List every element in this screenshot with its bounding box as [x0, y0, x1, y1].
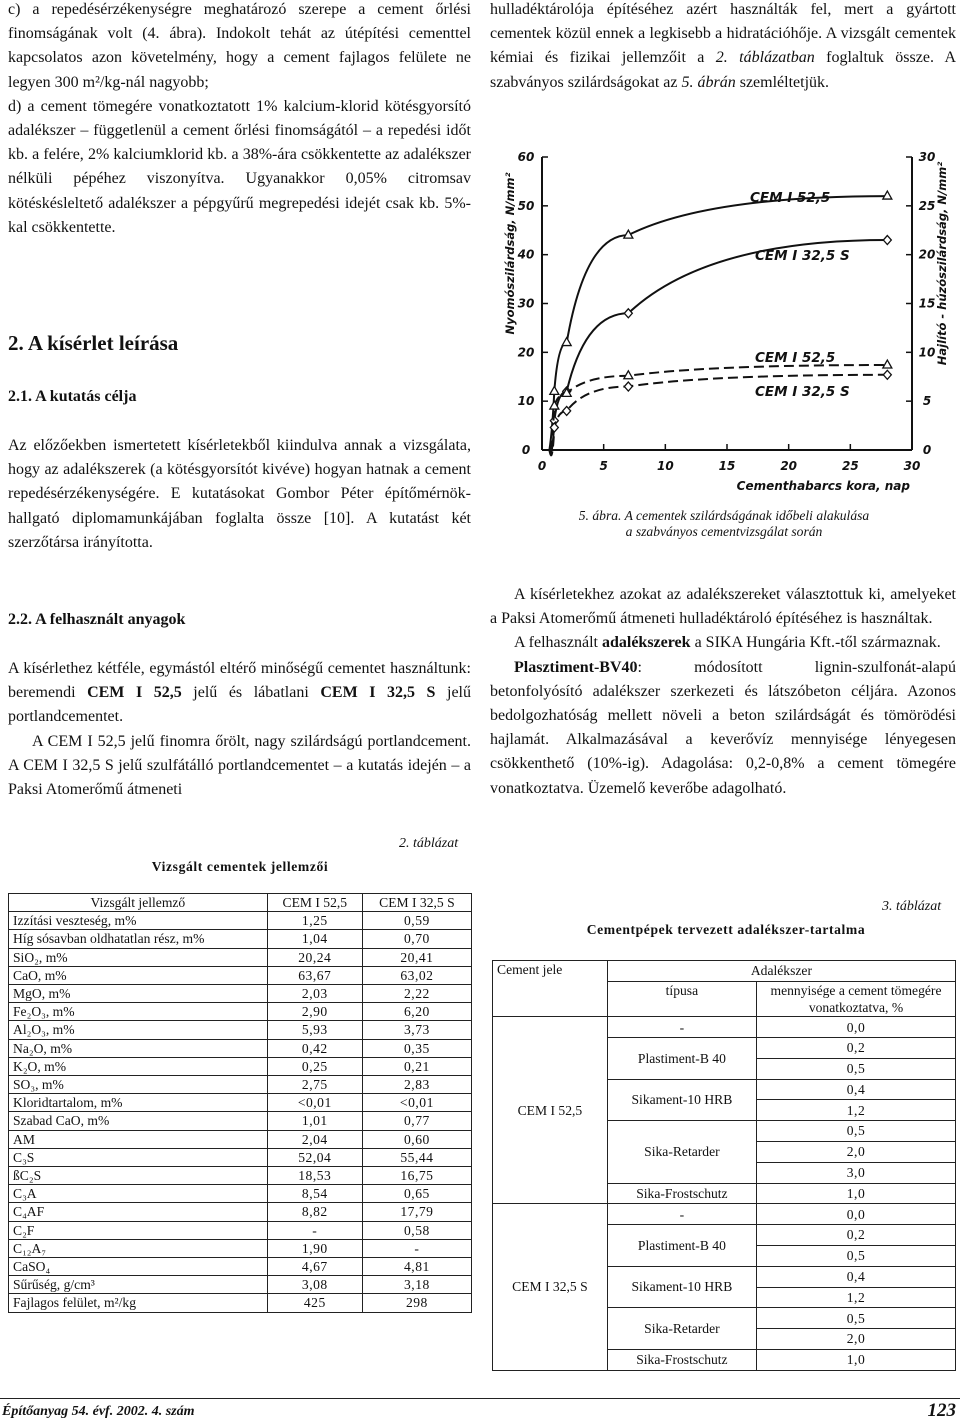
y-axis-label-right: Hajlító - húzószilárdság, N/mm²: [935, 161, 949, 366]
data-point-triangle: [550, 386, 559, 394]
table3-cell-amount: 0,5: [757, 1308, 956, 1329]
table2-cell-property: Na₂O, m%: [9, 1039, 268, 1057]
table3-cell-type: Sika-Frostschutz: [607, 1349, 756, 1370]
materials-text-a: A kísérlethez kétféle, egymástól eltérő minőségű cementet használtunk: beremendi: [8, 660, 471, 702]
materials-paragraph-1: [8, 657, 471, 730]
table3-header-type: típusa: [607, 981, 756, 1016]
table3-cell-type: Sika-Frostschutz: [607, 1183, 756, 1204]
y-right-tick-label: 10: [918, 345, 936, 360]
table2-cell-property: C₃A: [9, 1185, 268, 1203]
table2-cell-value: 2,04: [267, 1130, 362, 1148]
figure-caption-line-1: 5. ábra. A cementek szilárdságának időbeli alakulása: [578, 508, 870, 523]
y-right-tick-label: 15: [918, 296, 936, 311]
table3-cell-type: Sika-Retarder: [607, 1308, 756, 1350]
table2-cell-value: 55,44: [362, 1148, 471, 1166]
table3-header-cement: Cement jele: [493, 961, 608, 1017]
table3-cell-amount: 1,2: [757, 1100, 956, 1121]
right-p2-bold: adalékszerek: [601, 634, 691, 652]
table3-cell-type: Sika-Retarder: [607, 1121, 756, 1183]
table2-cell-value: 0,60: [362, 1130, 471, 1148]
table2-cell-value: 52,04: [267, 1148, 362, 1166]
table3-cell-amount: 2,0: [757, 1141, 956, 1162]
admixture-description: : módosított lignin-szulfonát-alapú betonfolyósító adalékszer szerkezeti és látszóbeton céljára. Azonos bedolgozhatóság mellett növeli a beton szilárdságát és tömörödési hajlamát. Alkalmazásával a keverővíz mennyisége lényegesen csökkenthető (10%-ig). Adagolása: 0,2-0,8% a cement tömegére vonatkoztatva. Üzemelő keverőbe adagolható.: [490, 658, 956, 797]
table3-cell-amount: 0,5: [757, 1058, 956, 1079]
y-left-tick-label: 20: [517, 345, 535, 360]
figure-caption: [492, 508, 956, 540]
table2-row: [9, 1185, 472, 1203]
table2-cell-value: 17,79: [362, 1203, 471, 1221]
table3-cell-cement: CEM I 52,5: [493, 1017, 608, 1204]
table2-cell-property: C₄AF: [9, 1203, 268, 1221]
table2-cell-value: -: [267, 1221, 362, 1239]
table2-cell-property: AM: [9, 1130, 268, 1148]
table2-row: [9, 930, 472, 948]
table3-cell-amount: 0,4: [757, 1266, 956, 1287]
table3-cell-amount: 0,2: [757, 1038, 956, 1059]
table2-cell-value: 2,90: [267, 1003, 362, 1021]
table2-cell-value: 425: [267, 1294, 362, 1312]
right-p2-text-c: a SIKA Hungária Kft.-től származnak.: [690, 634, 941, 652]
table2-cell-property: MgO, m%: [9, 985, 268, 1003]
table2-cell-value: 3,18: [362, 1276, 471, 1294]
y-right-tick-label: 5: [922, 394, 932, 409]
goal-paragraph: Az előzőekben ismertetett kísérletekből kiindulva annak a vizsgálata, hogy az adalékszerek (a kötésgyorsítót kivéve) hogyan hatnak a cement repedésérzékenységére. E kutatásokat Gombor Péter építőmérnök-hallgató diplomamunkájában foglalta össze [10]. A kutatást két szerzőtársa irányította.: [8, 437, 471, 551]
y-left-tick-label: 0: [521, 443, 531, 457]
table2-cell-property: Fajlagos felület, m²/kg: [9, 1294, 268, 1312]
table2-row: [9, 1239, 472, 1257]
left-column: [8, 0, 471, 240]
table-reference: 2. táblázatban: [715, 49, 815, 67]
table3-cell-type: -: [607, 1017, 756, 1038]
table2-cell-value: <0,01: [362, 1094, 471, 1112]
table3-cell-amount: 0,0: [757, 1204, 956, 1225]
series-label-4: CEM I 32,5 S: [755, 384, 850, 400]
footer-page-number: 123: [927, 1400, 956, 1421]
x-tick-label: 20: [780, 459, 798, 473]
section-title: 2. A kísérlet leírása: [8, 331, 179, 355]
table2-cell-value: 1,01: [267, 1112, 362, 1130]
figure-caption-line-2: a szabványos cementvizsgálat során: [625, 524, 823, 539]
table2-cell-value: 0,70: [362, 930, 471, 948]
table3-cell-type: Plastiment-B 40: [607, 1225, 756, 1267]
table2-cell-value: -: [362, 1239, 471, 1257]
table3-cell-amount: 1,0: [757, 1349, 956, 1370]
x-axis-label: Cementhabarcs kora, nap: [736, 479, 910, 493]
table3-header-admixture: Adalékszer: [607, 961, 955, 982]
right-paragraph-3: [490, 656, 956, 801]
table2-row: [9, 1057, 472, 1075]
data-point-diamond: [624, 382, 632, 391]
table2-cell-value: 5,93: [267, 1021, 362, 1039]
subsection-goal-text: [8, 434, 471, 555]
table-admixture-content: [492, 960, 956, 1371]
table3-body: [493, 1017, 956, 1371]
paragraph-d: d) a cement tömegére vonatkoztatott 1% kalcium-klorid kötésgyorsító adalékszer – függetlenül a cement őrlési finomságától – a repedési időt kb. a felére, 2% kalciumklorid kb. a 38%-ára csökkentette az adalékszer nélküli pépéhez viszonyítva. Ugyanakkor 0,05% citromsav kötéskésleltető adalékszer a pépgyűrű megrepedési idejét csak kb. 5%-kal csökkentette.: [8, 97, 471, 236]
series-line-2: [549, 240, 887, 452]
right-paragraph-1: A kísérletekhez azokat az adalékszereket választottuk ki, amelyeket a Paksi Atomerőmű átmeneti hulladéktároló építéséhez is használtak.: [490, 586, 956, 628]
materials-cement-1: CEM I 52,5: [87, 684, 182, 702]
right-top-text-b: foglaltuk össze. A szabványos szilárdságokat az: [490, 49, 957, 91]
series-label-1: CEM I 52,5: [750, 190, 831, 206]
data-point-triangle: [883, 191, 892, 199]
series-label-3: CEM I 52,5: [755, 350, 836, 366]
table2-cell-value: 1,90: [267, 1239, 362, 1257]
table2-row: [9, 1148, 472, 1166]
table2-cell-value: 20,41: [362, 948, 471, 966]
table3-label: 3. táblázat: [882, 899, 942, 914]
table2-cell-property: Al₂O₃, m%: [9, 1021, 268, 1039]
table2-cell-property: CaO, m%: [9, 966, 268, 984]
table3-cell-amount: 2,0: [757, 1329, 956, 1350]
table3-header-row-1: [493, 961, 956, 982]
table2-header-row: [9, 894, 472, 912]
y-right-tick-label: 20: [918, 247, 936, 262]
table2-cell-value: 4,81: [362, 1258, 471, 1276]
table2-cell-value: 0,35: [362, 1039, 471, 1057]
figure-reference: 5. ábrán: [681, 73, 736, 91]
table2-cell-value: 0,59: [362, 912, 471, 930]
table2-cell-value: 0,42: [267, 1039, 362, 1057]
strength-chart: [500, 140, 960, 500]
table2-cell-value: 4,67: [267, 1258, 362, 1276]
table2-row: [9, 1003, 472, 1021]
x-tick-label: 10: [656, 459, 674, 473]
table2-header-cem32: CEM I 32,5 S: [362, 894, 471, 912]
right-body-text: [490, 583, 956, 801]
y-left-tick-label: 10: [517, 394, 535, 409]
table2-row: [9, 966, 472, 984]
table2-row: [9, 1294, 472, 1312]
table3-cell-amount: 3,0: [757, 1162, 956, 1183]
table2-row: [9, 1258, 472, 1276]
table2-row: [9, 1221, 472, 1239]
table2-cell-property: C₃S: [9, 1148, 268, 1166]
table2-cell-value: 63,67: [267, 966, 362, 984]
table3-cell-type: -: [607, 1204, 756, 1225]
table2-cell-value: 0,21: [362, 1057, 471, 1075]
materials-paragraph-2: A CEM I 52,5 jelű finomra őrölt, nagy szilárdságú portlandcement. A CEM I 32,5 S jelű szulfátálló portlandcementet – a kutatás idején – a Paksi Atomerőmű átmeneti: [8, 732, 471, 799]
table2-cell-value: 2,83: [362, 1076, 471, 1094]
table2-label: 2. táblázat: [399, 836, 459, 851]
table2-cell-value: 0,77: [362, 1112, 471, 1130]
table2-cell-value: 2,75: [267, 1076, 362, 1094]
right-column: [490, 0, 956, 95]
table2-header-property: Vizsgált jellemző: [9, 894, 268, 912]
y-right-tick-label: 0: [922, 443, 932, 457]
materials-text-c: jelű és lábatlani: [181, 684, 321, 702]
table2-cell-property: Fe₂O₃, m%: [9, 1003, 268, 1021]
x-tick-label: 25: [841, 459, 859, 473]
y-left-tick-label: 60: [517, 150, 535, 164]
table2-cell-property: SO₃, m%: [9, 1076, 268, 1094]
footer-rule: [0, 1398, 960, 1399]
table2-cell-property: ßC₂S: [9, 1167, 268, 1185]
x-tick-label: 5: [599, 459, 608, 473]
table2-cell-value: 2,22: [362, 985, 471, 1003]
right-top-paragraph: [490, 0, 956, 95]
table3-cell-amount: 0,2: [757, 1225, 956, 1246]
y-left-tick-label: 40: [517, 247, 535, 262]
table2-row: [9, 1112, 472, 1130]
x-tick-label: 0: [537, 459, 547, 473]
subsection-title-goal: 2.1. A kutatás célja: [8, 388, 137, 405]
table2-cell-value: 298: [362, 1294, 471, 1312]
table3-cell-amount: 0,5: [757, 1121, 956, 1142]
table2-cell-value: 16,75: [362, 1167, 471, 1185]
paragraph-c: c) a repedésérzékenységre meghatározó szerepe a cement őrlési finomságának volt (4. ábra). Indokolt tehát az útépítési cementtel kapcsolatos azon követelmény, hogy a cement fajlagos felülete ne legyen 300 m²/kg-nál nagyobb;: [8, 1, 471, 91]
table3-cell-type: Sikament-10 HRB: [607, 1079, 756, 1121]
right-p2-text-a: A felhasznált: [514, 634, 602, 652]
right-top-text-a: hulladéktárolója építéséhez azért használták fel, mert a gyártott cementek közül ennek a legkisebb a hidratációhője. A vizsgált cementek kémiai és fizikai jellemzőit a: [490, 1, 956, 67]
data-point-diamond: [883, 370, 891, 379]
table2-cell-property: Szabad CaO, m%: [9, 1112, 268, 1130]
table2-cell-value: 2,03: [267, 985, 362, 1003]
table2-cell-property: SiO₂, m%: [9, 948, 268, 966]
table2-row: [9, 912, 472, 930]
table3-row: [493, 1204, 956, 1225]
table2-cell-property: CaSO₄: [9, 1258, 268, 1276]
table3-cell-amount: 0,5: [757, 1245, 956, 1266]
table2-cell-property: Kloridtartalom, m%: [9, 1094, 268, 1112]
table3-cell-amount: 0,4: [757, 1079, 956, 1100]
y-right-tick-label: 30: [918, 150, 936, 164]
table2-cell-property: Izzítási veszteség, m%: [9, 912, 268, 930]
data-point-triangle: [883, 360, 892, 368]
table2-row: [9, 1130, 472, 1148]
materials-text: [8, 657, 471, 802]
table2-cell-value: 3,08: [267, 1276, 362, 1294]
table-cement-properties: [8, 893, 472, 1313]
table2-cell-property: Sűrűség, g/cm³: [9, 1276, 268, 1294]
table2-cell-value: 1,25: [267, 912, 362, 930]
table3-cell-amount: 1,2: [757, 1287, 956, 1308]
footer-journal: Építőanyag 54. évf. 2002. 4. szám: [2, 1404, 195, 1419]
table2-cell-value: 0,58: [362, 1221, 471, 1239]
table2-row: [9, 985, 472, 1003]
table2-header-cem52: CEM I 52,5: [267, 894, 362, 912]
admixture-name: Plasztiment-BV40: [514, 658, 638, 676]
materials-text-d: jelű portlandcementet.: [8, 684, 471, 726]
table2-row: [9, 1276, 472, 1294]
table2-cell-value: 1,04: [267, 930, 362, 948]
table2-cell-property: C₁₂A₇: [9, 1239, 268, 1257]
table3-header-amount: mennyisége a cement tömegére vonatkoztatva, %: [757, 981, 956, 1016]
table2-cell-value: 8,54: [267, 1185, 362, 1203]
y-right-tick-label: 25: [918, 198, 936, 213]
table2-cell-value: 0,25: [267, 1057, 362, 1075]
table2-row: [9, 1039, 472, 1057]
y-left-tick-label: 30: [517, 296, 535, 311]
materials-cement-2: CEM I 32,5 S: [320, 684, 436, 702]
table2-row: [9, 1094, 472, 1112]
table2-cell-value: 0,65: [362, 1185, 471, 1203]
right-top-text-c: szemléltetjük.: [735, 73, 830, 91]
table2-cell-property: C₂F: [9, 1221, 268, 1239]
table2-cell-value: 3,73: [362, 1021, 471, 1039]
table2-cell-property: Híg sósavban oldhatatlan rész, m%: [9, 930, 268, 948]
table2-row: [9, 1021, 472, 1039]
table2-row: [9, 1076, 472, 1094]
right-paragraph-2: [490, 631, 956, 655]
table3-row: [493, 1017, 956, 1038]
table2-cell-property: K₂O, m%: [9, 1057, 268, 1075]
table2-body: [9, 912, 472, 1312]
table2-cell-value: 63,02: [362, 966, 471, 984]
y-axis-label-left: Nyomószilárdság, N/mm²: [503, 172, 517, 335]
table2-row: [9, 1167, 472, 1185]
data-point-triangle: [624, 371, 633, 379]
table2-cell-value: 20,24: [267, 948, 362, 966]
data-point-triangle: [562, 338, 571, 346]
table3-cell-amount: 1,0: [757, 1183, 956, 1204]
series-label-2: CEM I 32,5 S: [755, 248, 850, 264]
table2-cell-value: 6,20: [362, 1003, 471, 1021]
data-point-diamond: [883, 236, 891, 245]
table3-title: Cementpépek tervezett adalékszer-tartalma: [586, 922, 866, 937]
table2-row: [9, 1203, 472, 1221]
table3-cell-type: Plastiment-B 40: [607, 1038, 756, 1080]
table2-cell-value: 8,82: [267, 1203, 362, 1221]
table2-row: [9, 948, 472, 966]
x-tick-label: 30: [903, 459, 921, 473]
table2-cell-value: <0,01: [267, 1094, 362, 1112]
table2-title: Vizsgált cementek jellemzői: [151, 859, 329, 874]
table3-cell-type: Sikament-10 HRB: [607, 1266, 756, 1308]
x-tick-label: 15: [718, 459, 736, 473]
subsection-title-materials: 2.2. A felhasznált anyagok: [8, 611, 186, 628]
table2-cell-value: 18,53: [267, 1167, 362, 1185]
y-left-tick-label: 50: [517, 198, 535, 213]
table3-cell-amount: 0,0: [757, 1017, 956, 1038]
table3-cell-cement: CEM I 32,5 S: [493, 1204, 608, 1370]
